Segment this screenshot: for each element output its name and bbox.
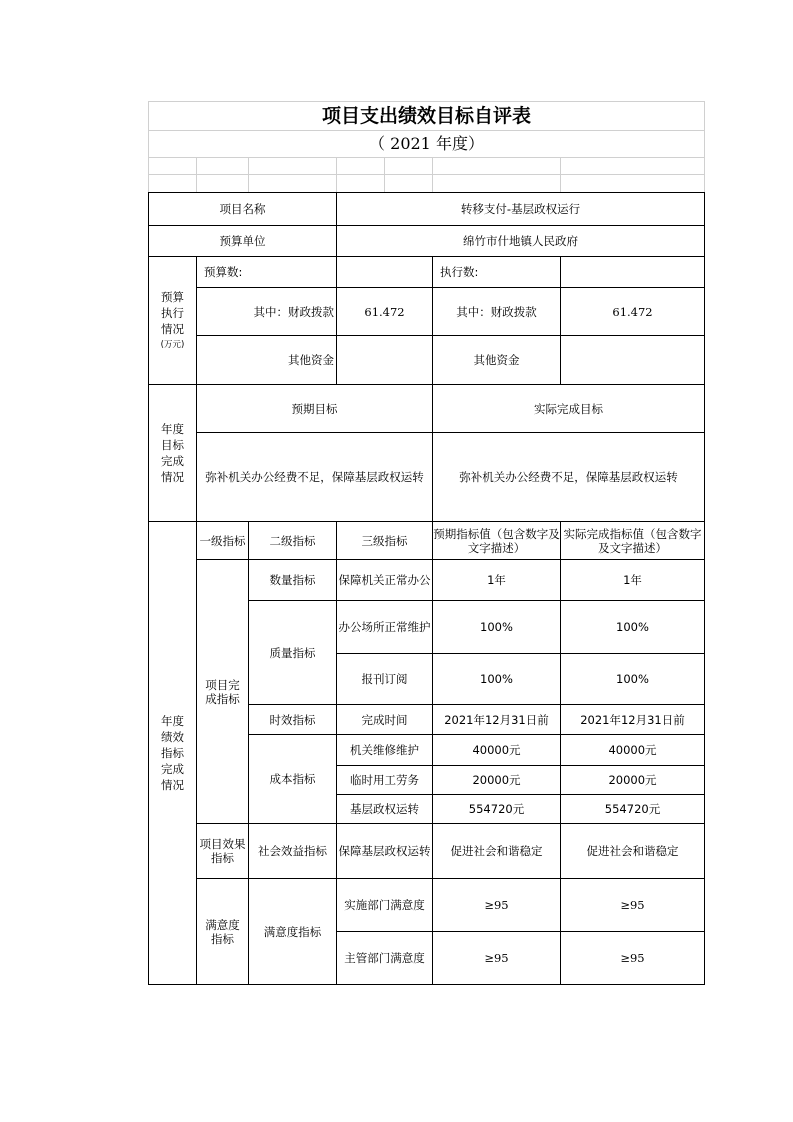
level2-header: 二级指标: [269, 533, 316, 548]
indicator-row-3-expected: 100%: [480, 672, 513, 686]
indicator-row-4-expected: 2021年12月31日前: [444, 712, 549, 727]
budget-unit-value: 绵竹市什地镇人民政府: [463, 234, 578, 248]
indicator-row-9-name: 实施部门满意度: [344, 898, 425, 912]
indicator-side-line-3: 指标: [161, 746, 184, 760]
project-name-value: 转移支付-基层政权运行: [460, 202, 581, 216]
indicator-row-1-name: 保障机关正常办公: [338, 573, 431, 587]
page-title: 项目支出绩效目标自评表: [321, 104, 531, 127]
level2-timeliness: 时效指标: [269, 712, 316, 727]
budget-side-label: [149, 257, 196, 384]
budget-side-line-3: 情况: [161, 321, 184, 336]
group-satisfaction: 满意度指标: [205, 917, 240, 946]
actual-goal-text: 弥补机关办公经费不足，保障基层政权运转: [459, 470, 678, 484]
indicator-row-4-name: 完成时间: [361, 712, 408, 727]
level2-cost: 成本指标: [269, 772, 316, 786]
indicator-row-5-name: 机关维修维护: [350, 743, 419, 757]
group-completion: 项目完成指标: [205, 677, 240, 706]
fiscal-exec-label: 其中：财政拨款: [456, 304, 537, 319]
indicator-row-9-expected: ≥95: [484, 898, 509, 912]
indicator-row-10-name: 主管部门满意度: [344, 951, 425, 965]
year-subtitle: （ 2021 年度）: [369, 133, 484, 153]
indicator-side-line-4: 完成: [161, 762, 184, 776]
indicator-row-1-expected: 1年: [487, 573, 506, 587]
indicator-row-7-actual: 554720元: [604, 802, 661, 816]
indicator-side-label: [149, 522, 196, 984]
project-name-label: 项目名称: [219, 202, 266, 216]
indicator-row-2-actual: 100%: [616, 620, 649, 634]
goal-side-line-2: 目标: [161, 438, 184, 452]
goal-side-line-1: 年度: [161, 422, 184, 436]
indicator-side-line-2: 绩效: [161, 730, 184, 744]
fiscal-exec-value: 61.472: [612, 304, 653, 319]
indicator-row-6-name: 临时用工劳务: [350, 773, 419, 787]
level2-quality: 质量指标: [269, 645, 316, 660]
actual-goal-header: 实际完成目标: [534, 401, 603, 416]
level3-header: 三级指标: [361, 533, 408, 548]
budget-side-unit: (万元): [160, 339, 185, 350]
indicator-row-2-expected: 100%: [480, 620, 513, 634]
expected-goal-header: 预期目标: [291, 401, 338, 416]
indicator-row-3-name: 报刊订阅: [361, 672, 408, 686]
level1-header: 一级指标: [199, 533, 246, 548]
indicator-row-5-actual: 40000元: [608, 743, 657, 757]
level2-social: 社会效益指标: [258, 844, 327, 858]
indicator-row-3-actual: 100%: [616, 672, 649, 686]
indicator-row-7-name: 基层政权运转: [350, 802, 419, 816]
indicator-side-line-5: 情况: [161, 778, 184, 792]
budget-unit-label: 预算单位: [219, 234, 266, 248]
group-effect: 项目效果指标: [199, 837, 246, 865]
indicator-row-6-expected: 20000元: [472, 773, 521, 787]
indicator-row-10-expected: ≥95: [484, 951, 509, 965]
indicator-row-2-name: 办公场所正常维护: [338, 620, 431, 634]
indicator-row-7-expected: 554720元: [468, 802, 525, 816]
actual-value-header: 实际完成指标值（包含数字及文字描述）: [563, 526, 702, 555]
expected-goal-text: 弥补机关办公经费不足，保障基层政权运转: [205, 470, 424, 484]
indicator-row-6-actual: 20000元: [608, 773, 657, 787]
indicator-row-8-actual: 促进社会和谐稳定: [586, 844, 679, 858]
budget-amount-label: 预算数:: [204, 265, 243, 279]
level2-satisfaction: 满意度指标: [263, 924, 322, 939]
goal-side-line-4: 情况: [161, 470, 184, 484]
indicator-row-8-name: 保障基层政权运转: [338, 844, 431, 858]
budget-side-line-1: 预算: [161, 289, 184, 304]
indicator-row-8-expected: 促进社会和谐稳定: [450, 844, 543, 858]
goal-side-line-3: 完成: [161, 454, 184, 468]
indicator-row-4-actual: 2021年12月31日前: [580, 712, 685, 727]
other-budget-label: 其他资金: [288, 353, 334, 367]
goal-side-label: [149, 385, 196, 521]
fiscal-budget-value: 61.472: [364, 304, 405, 319]
fiscal-budget-label: 其中：财政拨款: [253, 304, 334, 319]
other-exec-label: 其他资金: [473, 353, 520, 367]
expected-value-header: 预期指标值（包含数字及文字描述）: [433, 526, 560, 555]
indicator-row-5-expected: 40000元: [472, 743, 521, 757]
level2-quantity: 数量指标: [269, 573, 316, 587]
budget-side-line-2: 执行: [161, 305, 184, 320]
indicator-row-9-actual: ≥95: [620, 898, 645, 912]
indicator-row-1-actual: 1年: [623, 573, 642, 587]
indicator-side-line-1: 年度: [161, 714, 184, 728]
exec-amount-label: 执行数:: [440, 265, 479, 279]
indicator-row-10-actual: ≥95: [620, 951, 645, 965]
